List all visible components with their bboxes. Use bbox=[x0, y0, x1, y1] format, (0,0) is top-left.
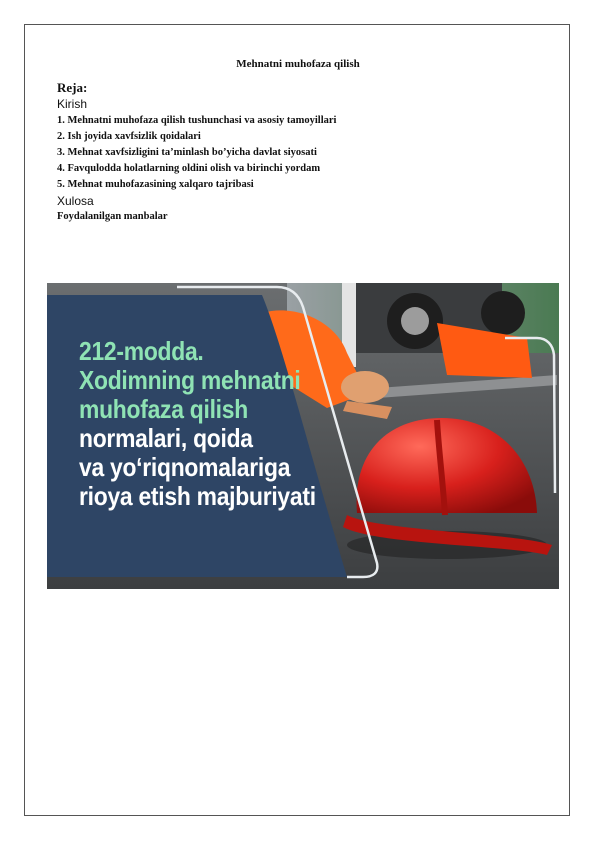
plan-item-1: 1. Mehnatni muhofaza qilish tushunchasi va asosiy tamoyillari bbox=[57, 115, 337, 126]
conclusion-heading: Xulosa bbox=[57, 194, 94, 208]
table-of-contents bbox=[57, 80, 537, 225]
plan-item-3: 3. Mehnat xavfsizligini ta’minlash bo’yicha davlat siyosati bbox=[57, 147, 317, 158]
banner-heading bbox=[79, 337, 316, 511]
intro-heading: Kirish bbox=[57, 97, 88, 111]
banner-line-3: muhofaza qilish bbox=[79, 394, 248, 424]
plan-item-5: 5. Mehnat muhofazasining xalqaro tajribasi bbox=[57, 179, 254, 190]
article-banner-image bbox=[47, 283, 559, 589]
worker-head bbox=[341, 371, 389, 403]
banner-line-5: va yo‘riqnomalariga bbox=[79, 452, 291, 482]
plan-list bbox=[57, 113, 537, 193]
banner-line-2: Xodimning mehnatni bbox=[79, 365, 301, 395]
banner-line-1: 212-modda. bbox=[79, 336, 204, 366]
plan-item-2: 2. Ish joyida xavfsizlik qoidalari bbox=[57, 131, 201, 142]
banner-line-4: normalari, qoida bbox=[79, 423, 253, 453]
document-title: Mehnatni muhofaza qilish bbox=[236, 58, 360, 70]
banner-line-6: rioya etish majburiyati bbox=[79, 481, 316, 511]
plan-item-4: 4. Favqulodda holatlarning oldini olish va birinchi yordam bbox=[57, 163, 321, 174]
plan-heading: Reja: bbox=[57, 80, 88, 95]
sources-heading: Foydalanilgan manbalar bbox=[57, 211, 168, 222]
